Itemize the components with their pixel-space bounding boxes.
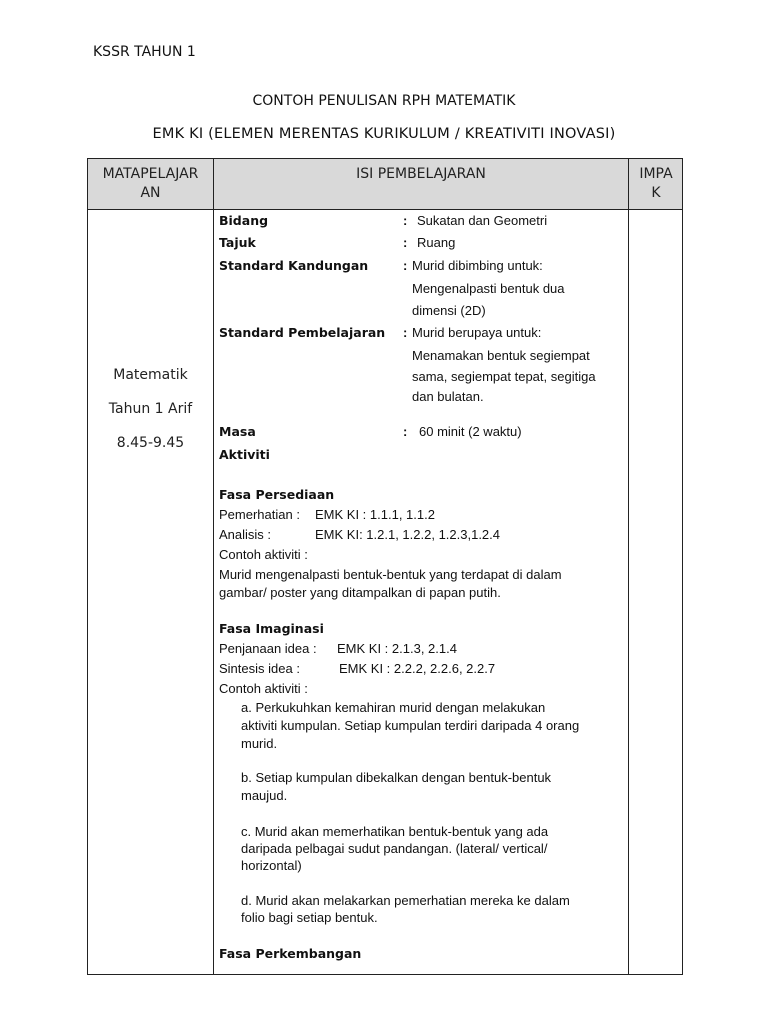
header-isi-pembelajaran: ISI PEMBELAJARAN — [356, 166, 486, 182]
table-header-row — [88, 159, 682, 210]
analisis-value: EMK KI: 1.2.1, 1.2.2, 1.2.3,1.2.4 — [315, 527, 501, 542]
penjanaan-label: Penjanaan idea : — [219, 641, 317, 656]
column-divider-2 — [628, 159, 629, 974]
activity-b-line-1: b. Setiap kumpulan dibekalkan dengan bentuk-bentuk — [241, 770, 552, 785]
masa-value: 60 minit (2 waktu) — [419, 424, 522, 439]
masa-label: Masa — [219, 424, 256, 439]
sk-value-3: dimensi (2D) — [412, 303, 486, 318]
colon: : — [403, 325, 408, 340]
fasa-perkembangan-title: Fasa Perkembangan — [219, 946, 362, 961]
activity-d-line-2: folio bagi setiap bentuk. — [241, 910, 378, 925]
fasa-imaginasi-title: Fasa Imaginasi — [219, 621, 324, 636]
colon: : — [403, 258, 408, 273]
persediaan-desc-2: gambar/ poster yang ditampalkan di papan putih. — [219, 585, 501, 600]
activity-a-line-1: a. Perkukuhkan kemahiran murid dengan melakukan — [241, 700, 546, 715]
pemerhatian-value: EMK KI : 1.1.1, 1.1.2 — [315, 507, 435, 522]
bidang-label: Bidang — [219, 213, 269, 228]
activity-b-line-2: maujud. — [241, 788, 288, 803]
column-divider-1 — [213, 159, 214, 974]
contoh-aktiviti-label: Contoh aktiviti : — [219, 681, 308, 696]
sp-value-4: dan bulatan. — [412, 389, 484, 404]
aktiviti-label: Aktiviti — [219, 447, 270, 462]
activity-a-line-3: murid. — [241, 736, 278, 751]
pemerhatian-label: Pemerhatian : — [219, 507, 300, 522]
colon: : — [403, 213, 408, 228]
standard-pembelajaran-label: Standard Pembelajaran — [219, 325, 386, 340]
sp-value-1: Murid berupaya untuk: — [412, 325, 542, 340]
sintesis-label: Sintesis idea : — [219, 661, 300, 676]
sp-value-3: sama, segiempat tepat, segitiga — [412, 369, 596, 384]
bidang-value: Sukatan dan Geometri — [417, 213, 548, 228]
subject-time: 8.45-9.45 — [116, 435, 185, 451]
activity-c-line-3: horizontal) — [241, 858, 302, 873]
document-title: CONTOH PENULISAN RPH MATEMATIK — [252, 93, 516, 109]
sk-value-1: Murid dibimbing untuk: — [412, 258, 543, 273]
document-subtitle: EMK KI (ELEMEN MERENTAS KURIKULUM / KREATIVITI INOVASI) — [152, 126, 616, 142]
activity-d-line-1: d. Murid akan melakarkan pemerhatian mereka ke dalam — [241, 893, 570, 908]
fasa-persediaan-title: Fasa Persediaan — [219, 487, 335, 502]
header-level: KSSR TAHUN 1 — [93, 44, 196, 60]
subject-name: Matematik — [113, 367, 188, 383]
tajuk-label: Tajuk — [219, 235, 256, 250]
subject-class: Tahun 1 Arif — [108, 401, 193, 417]
header-impak: IMPA K — [639, 166, 673, 201]
header-matapelajaran: MATAPELAJAR AN — [102, 166, 199, 201]
activity-a-line-2: aktiviti kumpulan. Setiap kumpulan terdiri daripada 4 orang — [241, 718, 580, 733]
sk-value-2: Mengenalpasti bentuk dua — [412, 281, 565, 296]
colon: : — [403, 424, 408, 439]
sintesis-value: EMK KI : 2.2.2, 2.2.6, 2.2.7 — [339, 661, 496, 676]
penjanaan-value: EMK KI : 2.1.3, 2.1.4 — [337, 641, 457, 656]
colon: : — [403, 235, 408, 250]
activity-c-line-1: c. Murid akan memerhatikan bentuk-bentuk yang ada — [241, 824, 549, 839]
standard-kandungan-label: Standard Kandungan — [219, 258, 369, 273]
persediaan-desc-1: Murid mengenalpasti bentuk-bentuk yang terdapat di dalam — [219, 567, 562, 582]
contoh-aktiviti-label: Contoh aktiviti : — [219, 547, 308, 562]
sp-value-2: Menamakan bentuk segiempat — [412, 348, 590, 363]
tajuk-value: Ruang — [417, 235, 456, 250]
activity-c-line-2: daripada pelbagai sudut pandangan. (lateral/ vertical/ — [241, 841, 548, 856]
analisis-label: Analisis : — [219, 527, 272, 542]
